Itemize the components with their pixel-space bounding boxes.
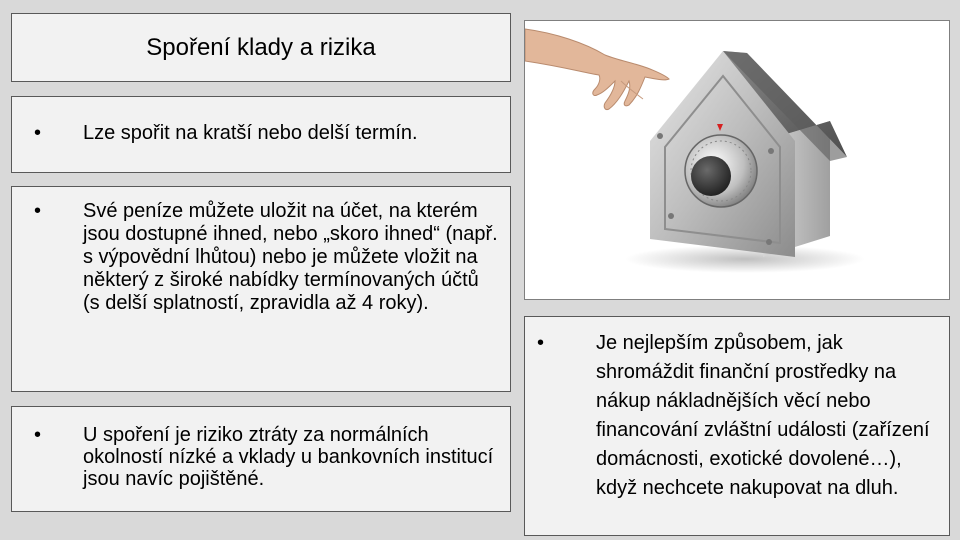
- bullet-text-accounts: Své peníze můžete uložit na účet, na kterém jsou dostupné ihned, nebo „skoro ihned“ (např. s výpovědní lhůtou) nebo je můžete vložit na některý z široké nabídky termínovaných účtů (s delší splatností, zpravidla až 4 roky).: [83, 200, 498, 314]
- slide-title: Spoření klady a rizika: [146, 33, 376, 61]
- bullet-marker: •: [34, 424, 42, 446]
- bullet-marker: •: [537, 332, 545, 354]
- bullet-box-risk: [11, 406, 511, 512]
- bullet-marker: •: [34, 200, 42, 222]
- house-safe-with-hand-icon: [525, 21, 950, 300]
- house-safe-image: [524, 20, 950, 300]
- bullet-text-risk: U spoření je riziko ztráty za normálních okolností nízké a vklady u bankovních institucí jsou navíc pojištěné.: [83, 424, 494, 490]
- bullet-marker: •: [34, 122, 42, 144]
- bullet-box-accounts: [11, 186, 511, 392]
- slide-title-box: [11, 13, 511, 82]
- bullet-text-purpose: Je nejlepším způsobem, jak shromáždit finanční prostředky na nákup nákladnějších věcí nebo financování zvláštní události (zařízení domácnosti, exotické dovolené…), když nechcete nakupovat na dluh.: [596, 332, 930, 499]
- bullet-box-purpose: [524, 316, 950, 536]
- bullet-box-term: [11, 96, 511, 173]
- bullet-text-term: Lze spořit na kratší nebo delší termín.: [83, 122, 418, 144]
